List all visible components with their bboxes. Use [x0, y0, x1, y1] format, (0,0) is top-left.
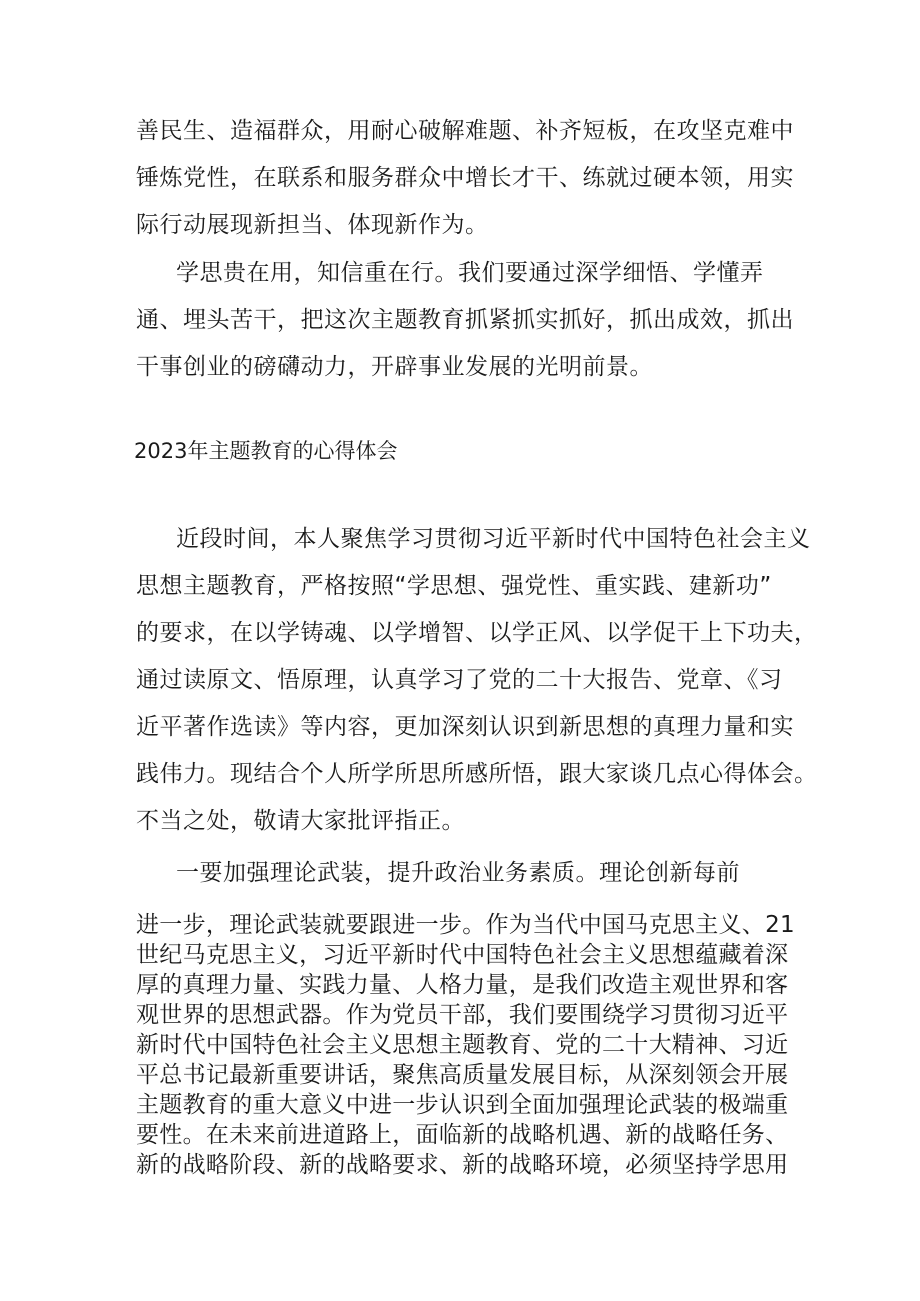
paragraph-line: 干事创业的磅礴动力，开辟事业发展的光明前景。	[136, 354, 653, 380]
paragraph-line: 世纪马克思主义，习近平新时代中国特色社会主义思想蕴藏着深	[136, 942, 789, 968]
paragraph-line: 主题教育的重大意义中进一步认识到全面加强理论武装的极端重	[136, 1092, 789, 1118]
paragraph-line: 新的战略阶段、新的战略要求、新的战略环境，必须坚持学思用	[136, 1152, 789, 1178]
paragraph-line: 锤炼党性，在联系和服务群众中增长才干、练就过硬本领，用实	[136, 165, 794, 191]
paragraph-line: 通、埋头苦干，把这次主题教育抓紧抓实抓好，抓出成效，抓出	[136, 307, 794, 333]
paragraph-line: 不当之处，敬请大家批评指正。	[136, 808, 465, 834]
paragraph-line: 践伟力。现结合个人所学所思所感所悟，跟大家谈几点心得体会。	[136, 761, 818, 787]
paragraph-line: 要性。在未来前进道路上，面临新的战略机遇、新的战略任务、	[136, 1122, 789, 1148]
paragraph-line: 思想主题教育，严格按照“学思想、强党性、重实践、建新功”	[136, 573, 772, 599]
paragraph-line: 新时代中国特色社会主义思想主题教育、党的二十大精神、习近	[136, 1032, 789, 1058]
paragraph-line: 进一步，理论武装就要跟进一步。作为当代中国马克思主义、21	[136, 912, 795, 938]
paragraph-line: 厚的真理力量、实践力量、人格力量，是我们改造主观世界和客	[136, 972, 789, 998]
paragraph-line: 平总书记最新重要讲话，聚焦高质量发展目标，从深刻领会开展	[136, 1062, 789, 1088]
paragraph-line: 学思贵在用，知信重在行。我们要通过深学细悟、学懂弄	[176, 260, 764, 286]
paragraph-line: 际行动展现新担当、体现新作为。	[136, 212, 489, 238]
paragraph-line: 通过读原文、悟原理，认真学习了党的二十大报告、党章、《习	[136, 667, 783, 693]
paragraph-line: 观世界的思想武器。作为党员干部，我们要围绕学习贯彻习近平	[136, 1002, 789, 1028]
paragraph-line: 近平著作选读》等内容，更加深刻认识到新思想的真理力量和实	[136, 714, 794, 740]
paragraph-line: 的要求，在以学铸魂、以学增智、以学正风、以学促干上下功夫，	[136, 620, 818, 646]
document-title: 2023年主题教育的心得体会	[134, 439, 398, 463]
paragraph-line: 善民生、造福群众，用耐心破解难题、补齐短板，在攻坚克难中	[136, 118, 794, 144]
paragraph-line: 近段时间，本人聚焦学习贯彻习近平新时代中国特色社会主义	[176, 526, 811, 552]
section-heading-line: 一要加强理论武装，提升政治业务素质。理论创新每前	[176, 860, 740, 886]
